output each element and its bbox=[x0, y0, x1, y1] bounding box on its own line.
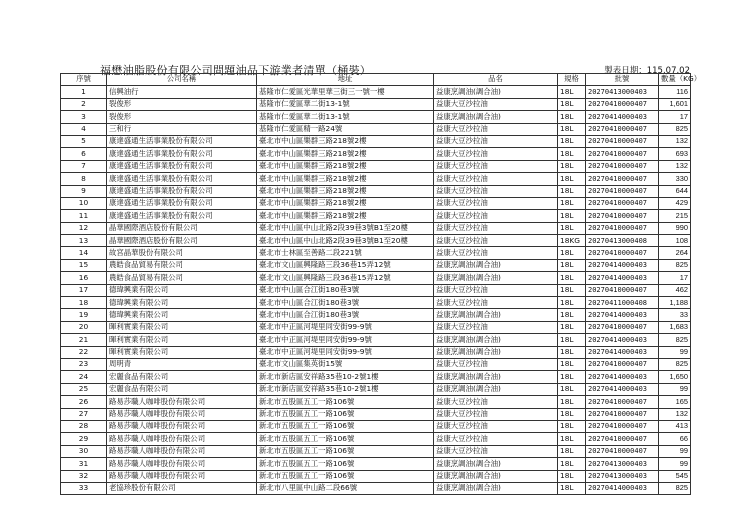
batch-number-cell: 20270410000407 bbox=[586, 247, 659, 259]
quantity-cell: 99 bbox=[659, 346, 691, 358]
product-name-cell: 益康大豆沙拉油 bbox=[434, 408, 558, 420]
quantity-cell: 99 bbox=[659, 458, 691, 470]
address-cell: 新北市五股區五工一路106號 bbox=[257, 420, 434, 432]
row-number: 32 bbox=[61, 470, 107, 482]
column-header-company: 公司名稱 bbox=[107, 74, 257, 86]
table-row bbox=[61, 259, 691, 271]
product-name-cell: 益康烹調油(調合油) bbox=[434, 259, 558, 271]
quantity-cell: 132 bbox=[659, 135, 691, 147]
table-row bbox=[61, 111, 691, 123]
table-body bbox=[61, 86, 691, 495]
spec-cell: 18L bbox=[558, 148, 586, 160]
spec-cell: 18L bbox=[558, 470, 586, 482]
quantity-cell: 132 bbox=[659, 408, 691, 420]
product-name-cell: 益康大豆沙拉油 bbox=[434, 445, 558, 457]
company-name-cell: 康達盛通生活事業股份有限公司 bbox=[107, 210, 257, 222]
row-number: 17 bbox=[61, 284, 107, 296]
quantity-cell: 1,601 bbox=[659, 98, 691, 110]
address-cell: 基隆市仁愛區精一路24號 bbox=[257, 123, 434, 135]
address-cell: 新北市新店區安祥路35巷10-2號1樓 bbox=[257, 371, 434, 383]
spec-cell: 18L bbox=[558, 371, 586, 383]
row-number: 6 bbox=[61, 148, 107, 160]
company-name-cell: 康達盛通生活事業股份有限公司 bbox=[107, 197, 257, 209]
product-name-cell: 益康大豆沙拉油 bbox=[434, 123, 558, 135]
address-cell: 新北市五股區五工一路106號 bbox=[257, 396, 434, 408]
batch-number-cell: 20270413000403 bbox=[586, 86, 659, 98]
quantity-cell: 264 bbox=[659, 247, 691, 259]
row-number: 18 bbox=[61, 297, 107, 309]
batch-number-cell: 20270411000408 bbox=[586, 297, 659, 309]
row-number: 10 bbox=[61, 197, 107, 209]
spec-cell: 18L bbox=[558, 173, 586, 185]
spec-cell: 18L bbox=[558, 160, 586, 172]
quantity-cell: 330 bbox=[659, 173, 691, 185]
product-name-cell: 益康大豆沙拉油 bbox=[434, 160, 558, 172]
address-cell: 基隆市仁愛區光華里華三街三一號一樓 bbox=[257, 86, 434, 98]
table-row bbox=[61, 470, 691, 482]
spec-cell: 18KG bbox=[558, 235, 586, 247]
product-name-cell: 益康烹調油(調合油) bbox=[434, 334, 558, 346]
address-cell: 臺北市中山區樂群三路218號2樓 bbox=[257, 197, 434, 209]
table-row bbox=[61, 309, 691, 321]
batch-number-cell: 20270410000407 bbox=[586, 98, 659, 110]
company-name-cell: 宏麗食品有限公司 bbox=[107, 371, 257, 383]
row-number: 23 bbox=[61, 358, 107, 370]
table-row bbox=[61, 383, 691, 395]
table-row bbox=[61, 235, 691, 247]
row-number: 29 bbox=[61, 433, 107, 445]
quantity-cell: 132 bbox=[659, 160, 691, 172]
table-row bbox=[61, 185, 691, 197]
company-name-cell: 路易莎職人咖啡股份有限公司 bbox=[107, 445, 257, 457]
company-name-cell: 晶華國際酒店股份有限公司 bbox=[107, 222, 257, 234]
company-name-cell: 暉利實業有限公司 bbox=[107, 321, 257, 333]
address-cell: 新北市五股區五工一路106號 bbox=[257, 458, 434, 470]
table-row bbox=[61, 371, 691, 383]
address-cell: 臺北市中山區樂群三路218號2樓 bbox=[257, 160, 434, 172]
spec-cell: 18L bbox=[558, 358, 586, 370]
product-name-cell: 益康烹調油(調合油) bbox=[434, 346, 558, 358]
row-number: 16 bbox=[61, 272, 107, 284]
company-name-cell: 路易莎職人咖啡股份有限公司 bbox=[107, 433, 257, 445]
company-name-cell: 晶華國際酒店股份有限公司 bbox=[107, 235, 257, 247]
column-header-batch: 批號 bbox=[586, 74, 659, 86]
table-row bbox=[61, 458, 691, 470]
row-number: 1 bbox=[61, 86, 107, 98]
batch-number-cell: 20270413000403 bbox=[586, 458, 659, 470]
spec-cell: 18L bbox=[558, 197, 586, 209]
product-name-cell: 益康烹調油(調合油) bbox=[434, 470, 558, 482]
quantity-cell: 825 bbox=[659, 358, 691, 370]
batch-number-cell: 20270414000403 bbox=[586, 111, 659, 123]
company-name-cell: 德瑋興業有限公司 bbox=[107, 297, 257, 309]
batch-number-cell: 20270410000407 bbox=[586, 358, 659, 370]
product-name-cell: 益康大豆沙拉油 bbox=[434, 173, 558, 185]
quantity-cell: 825 bbox=[659, 334, 691, 346]
table-row bbox=[61, 86, 691, 98]
row-number: 14 bbox=[61, 247, 107, 259]
row-number: 12 bbox=[61, 222, 107, 234]
row-number: 27 bbox=[61, 408, 107, 420]
table-row bbox=[61, 160, 691, 172]
row-number: 5 bbox=[61, 135, 107, 147]
quantity-cell: 429 bbox=[659, 197, 691, 209]
row-number: 28 bbox=[61, 420, 107, 432]
spec-cell: 18L bbox=[558, 284, 586, 296]
table-row bbox=[61, 297, 691, 309]
table-row bbox=[61, 272, 691, 284]
row-number: 4 bbox=[61, 123, 107, 135]
product-name-cell: 益康大豆沙拉油 bbox=[434, 185, 558, 197]
product-name-cell: 益康烹調油(調合油) bbox=[434, 482, 558, 494]
address-cell: 臺北市文山區集英街15號 bbox=[257, 358, 434, 370]
document-title: 福懋油脂股份有限公司問題油品下游業者清單（桶裝） bbox=[100, 64, 372, 77]
quantity-cell: 825 bbox=[659, 482, 691, 494]
address-cell: 新北市八里區中山路二段66號 bbox=[257, 482, 434, 494]
quantity-cell: 545 bbox=[659, 470, 691, 482]
address-cell: 臺北市中正區河堤里同安街99-9號 bbox=[257, 321, 434, 333]
table-row bbox=[61, 284, 691, 296]
column-header-address: 地址 bbox=[257, 74, 434, 86]
row-number: 21 bbox=[61, 334, 107, 346]
address-cell: 臺北市文山區興隆路三段36巷15弄12號 bbox=[257, 272, 434, 284]
row-number: 9 bbox=[61, 185, 107, 197]
batch-number-cell: 20270410000407 bbox=[586, 222, 659, 234]
address-cell: 臺北市中正區河堤里同安街99-9號 bbox=[257, 334, 434, 346]
address-cell: 新北市五股區五工一路106號 bbox=[257, 433, 434, 445]
batch-number-cell: 20270410000407 bbox=[586, 123, 659, 135]
address-cell: 臺北市中山區中山北路2段39巷3號B1至20樓 bbox=[257, 235, 434, 247]
table-row bbox=[61, 334, 691, 346]
address-cell: 臺北市中山區樂群三路218號2樓 bbox=[257, 135, 434, 147]
batch-number-cell: 20270410000407 bbox=[586, 433, 659, 445]
product-name-cell: 益康大豆沙拉油 bbox=[434, 98, 558, 110]
quantity-cell: 215 bbox=[659, 210, 691, 222]
product-name-cell: 益康大豆沙拉油 bbox=[434, 222, 558, 234]
row-number: 2 bbox=[61, 98, 107, 110]
spec-cell: 18L bbox=[558, 383, 586, 395]
quantity-cell: 825 bbox=[659, 259, 691, 271]
company-name-cell: 康達盛通生活事業股份有限公司 bbox=[107, 173, 257, 185]
company-name-cell: 老協珍股份有限公司 bbox=[107, 482, 257, 494]
column-header-qty: 數量（KG） bbox=[659, 74, 691, 86]
address-cell: 臺北市文山區興隆路三段36巷15弄12號 bbox=[257, 259, 434, 271]
company-name-cell: 暉利實業有限公司 bbox=[107, 334, 257, 346]
table-header-row bbox=[61, 74, 691, 86]
product-name-cell: 益康大豆沙拉油 bbox=[434, 235, 558, 247]
column-header-spec: 規格 bbox=[558, 74, 586, 86]
company-name-cell: 康達盛通生活事業股份有限公司 bbox=[107, 148, 257, 160]
spec-cell: 18L bbox=[558, 309, 586, 321]
company-name-cell: 路易莎職人咖啡股份有限公司 bbox=[107, 420, 257, 432]
product-name-cell: 益康烹調油(調合油) bbox=[434, 383, 558, 395]
batch-number-cell: 20270410000407 bbox=[586, 408, 659, 420]
quantity-cell: 644 bbox=[659, 185, 691, 197]
spec-cell: 18L bbox=[558, 98, 586, 110]
batch-number-cell: 20270414000403 bbox=[586, 346, 659, 358]
table-row bbox=[61, 396, 691, 408]
quantity-cell: 1,650 bbox=[659, 371, 691, 383]
table-row bbox=[61, 420, 691, 432]
batch-number-cell: 20270410000407 bbox=[586, 396, 659, 408]
spec-cell: 18L bbox=[558, 433, 586, 445]
address-cell: 臺北市中山區中山北路2段39巷3號B1至20樓 bbox=[257, 222, 434, 234]
company-name-cell: 裂俊形 bbox=[107, 111, 257, 123]
batch-number-cell: 20270410000407 bbox=[586, 148, 659, 160]
company-name-cell: 路易莎職人咖啡股份有限公司 bbox=[107, 396, 257, 408]
batch-number-cell: 20270414000403 bbox=[586, 383, 659, 395]
product-name-cell: 益康大豆沙拉油 bbox=[434, 197, 558, 209]
quantity-cell: 413 bbox=[659, 420, 691, 432]
company-name-cell: 路易莎職人咖啡股份有限公司 bbox=[107, 470, 257, 482]
table-row bbox=[61, 197, 691, 209]
batch-number-cell: 20270410000407 bbox=[586, 321, 659, 333]
row-number: 24 bbox=[61, 371, 107, 383]
spec-cell: 18L bbox=[558, 408, 586, 420]
row-number: 19 bbox=[61, 309, 107, 321]
company-name-cell: 康達盛通生活事業股份有限公司 bbox=[107, 160, 257, 172]
spec-cell: 18L bbox=[558, 272, 586, 284]
company-name-cell: 路易莎職人咖啡股份有限公司 bbox=[107, 458, 257, 470]
product-name-cell: 益康大豆沙拉油 bbox=[434, 210, 558, 222]
table-row bbox=[61, 445, 691, 457]
product-name-cell: 益康大豆沙拉油 bbox=[434, 284, 558, 296]
quantity-cell: 1,188 bbox=[659, 297, 691, 309]
address-cell: 臺北市中山區合江街180巷3號 bbox=[257, 297, 434, 309]
table-row bbox=[61, 135, 691, 147]
quantity-cell: 462 bbox=[659, 284, 691, 296]
table-row bbox=[61, 358, 691, 370]
company-name-cell: 農皓食品貿易有限公司 bbox=[107, 259, 257, 271]
table-row bbox=[61, 247, 691, 259]
product-name-cell: 益康大豆沙拉油 bbox=[434, 297, 558, 309]
spec-cell: 18L bbox=[558, 185, 586, 197]
table-row bbox=[61, 346, 691, 358]
batch-number-cell: 20270414000403 bbox=[586, 272, 659, 284]
table-row bbox=[61, 222, 691, 234]
address-cell: 新北市五股區五工一路106號 bbox=[257, 445, 434, 457]
row-number: 15 bbox=[61, 259, 107, 271]
address-cell: 臺北市中山區樂群三路218號2樓 bbox=[257, 210, 434, 222]
address-cell: 臺北市中正區河堤里同安街99-9號 bbox=[257, 346, 434, 358]
batch-number-cell: 20270410000407 bbox=[586, 197, 659, 209]
address-cell: 臺北市中山區合江街180巷3號 bbox=[257, 284, 434, 296]
document-page bbox=[60, 0, 702, 530]
quantity-cell: 108 bbox=[659, 235, 691, 247]
spec-cell: 18L bbox=[558, 111, 586, 123]
product-name-cell: 益康烹調油(調合油) bbox=[434, 458, 558, 470]
address-cell: 新北市新店區安祥路35巷10-2號1樓 bbox=[257, 383, 434, 395]
table-row bbox=[61, 210, 691, 222]
spec-cell: 18L bbox=[558, 346, 586, 358]
spec-cell: 18L bbox=[558, 458, 586, 470]
row-number: 8 bbox=[61, 173, 107, 185]
quantity-cell: 99 bbox=[659, 383, 691, 395]
batch-number-cell: 20270413000408 bbox=[586, 235, 659, 247]
product-name-cell: 益康大豆沙拉油 bbox=[434, 358, 558, 370]
address-cell: 臺北市中山區樂群三路218號2樓 bbox=[257, 185, 434, 197]
batch-number-cell: 20270414000403 bbox=[586, 259, 659, 271]
address-cell: 基隆市仁愛區華二街13-1號 bbox=[257, 98, 434, 110]
batch-number-cell: 20270414000403 bbox=[586, 371, 659, 383]
product-name-cell: 益康烹調油(調合油) bbox=[434, 371, 558, 383]
spec-cell: 18L bbox=[558, 222, 586, 234]
table-row bbox=[61, 433, 691, 445]
address-cell: 臺北市中山區合江街180巷3號 bbox=[257, 309, 434, 321]
company-name-cell: 宏麗食品有限公司 bbox=[107, 383, 257, 395]
quantity-cell: 17 bbox=[659, 272, 691, 284]
batch-number-cell: 20270413000403 bbox=[586, 470, 659, 482]
batch-number-cell: 20270410000407 bbox=[586, 210, 659, 222]
table-row bbox=[61, 148, 691, 160]
row-number: 13 bbox=[61, 235, 107, 247]
spec-cell: 18L bbox=[558, 86, 586, 98]
company-name-cell: 德瑋興業有限公司 bbox=[107, 309, 257, 321]
product-name-cell: 益康大豆沙拉油 bbox=[434, 420, 558, 432]
batch-number-cell: 20270414000403 bbox=[586, 309, 659, 321]
address-cell: 臺北市士林區至善路二段221號 bbox=[257, 247, 434, 259]
spec-cell: 18L bbox=[558, 247, 586, 259]
column-header-product: 品名 bbox=[434, 74, 558, 86]
batch-number-cell: 20270410000407 bbox=[586, 173, 659, 185]
row-number: 33 bbox=[61, 482, 107, 494]
quantity-cell: 116 bbox=[659, 86, 691, 98]
report-date: 製表日期：115.07.02 bbox=[604, 66, 690, 76]
batch-number-cell: 20270410000407 bbox=[586, 420, 659, 432]
row-number: 3 bbox=[61, 111, 107, 123]
quantity-cell: 17 bbox=[659, 111, 691, 123]
table-row bbox=[61, 408, 691, 420]
company-name-cell: 德瑋興業有限公司 bbox=[107, 284, 257, 296]
spec-cell: 18L bbox=[558, 321, 586, 333]
table-row bbox=[61, 482, 691, 494]
batch-number-cell: 20270410000407 bbox=[586, 135, 659, 147]
product-name-cell: 益康烹調油(調合油) bbox=[434, 272, 558, 284]
company-name-cell: 信興油行 bbox=[107, 86, 257, 98]
table-row bbox=[61, 321, 691, 333]
spec-cell: 18L bbox=[558, 135, 586, 147]
distributor-table bbox=[60, 73, 702, 495]
quantity-cell: 990 bbox=[659, 222, 691, 234]
product-name-cell: 益康烹調油(調合油) bbox=[434, 111, 558, 123]
company-name-cell: 康達盛通生活事業股份有限公司 bbox=[107, 135, 257, 147]
product-name-cell: 益康烹調油(調合油) bbox=[434, 86, 558, 98]
spec-cell: 18L bbox=[558, 445, 586, 457]
row-number: 22 bbox=[61, 346, 107, 358]
company-name-cell: 暉利實業有限公司 bbox=[107, 346, 257, 358]
row-number: 11 bbox=[61, 210, 107, 222]
product-name-cell: 益康大豆沙拉油 bbox=[434, 135, 558, 147]
spec-cell: 18L bbox=[558, 297, 586, 309]
address-cell: 新北市五股區五工一路106號 bbox=[257, 408, 434, 420]
row-number: 31 bbox=[61, 458, 107, 470]
address-cell: 新北市五股區五工一路106號 bbox=[257, 470, 434, 482]
company-name-cell: 三和行 bbox=[107, 123, 257, 135]
product-name-cell: 益康大豆沙拉油 bbox=[434, 247, 558, 259]
row-number: 30 bbox=[61, 445, 107, 457]
product-name-cell: 益康大豆沙拉油 bbox=[434, 396, 558, 408]
company-name-cell: 故宮晶華股份有限公司 bbox=[107, 247, 257, 259]
batch-number-cell: 20270410000407 bbox=[586, 445, 659, 457]
table-row bbox=[61, 98, 691, 110]
batch-number-cell: 20270414000403 bbox=[586, 334, 659, 346]
column-header-no: 序號 bbox=[61, 74, 107, 86]
spec-cell: 18L bbox=[558, 210, 586, 222]
quantity-cell: 66 bbox=[659, 433, 691, 445]
product-name-cell: 益康大豆沙拉油 bbox=[434, 148, 558, 160]
product-name-cell: 益康大豆沙拉油 bbox=[434, 433, 558, 445]
row-number: 25 bbox=[61, 383, 107, 395]
row-number: 7 bbox=[61, 160, 107, 172]
table-row bbox=[61, 123, 691, 135]
quantity-cell: 693 bbox=[659, 148, 691, 160]
batch-number-cell: 20270410000407 bbox=[586, 284, 659, 296]
company-name-cell: 裂俊形 bbox=[107, 98, 257, 110]
row-number: 20 bbox=[61, 321, 107, 333]
quantity-cell: 825 bbox=[659, 123, 691, 135]
quantity-cell: 99 bbox=[659, 445, 691, 457]
quantity-cell: 1,683 bbox=[659, 321, 691, 333]
company-name-cell: 農皓食品貿易有限公司 bbox=[107, 272, 257, 284]
company-name-cell: 周明青 bbox=[107, 358, 257, 370]
company-name-cell: 康達盛通生活事業股份有限公司 bbox=[107, 185, 257, 197]
spec-cell: 18L bbox=[558, 396, 586, 408]
quantity-cell: 33 bbox=[659, 309, 691, 321]
company-name-cell: 路易莎職人咖啡股份有限公司 bbox=[107, 408, 257, 420]
spec-cell: 18L bbox=[558, 482, 586, 494]
spec-cell: 18L bbox=[558, 334, 586, 346]
table-row bbox=[61, 173, 691, 185]
spec-cell: 18L bbox=[558, 259, 586, 271]
batch-number-cell: 20270410000407 bbox=[586, 160, 659, 172]
batch-number-cell: 20270414000403 bbox=[586, 482, 659, 494]
batch-number-cell: 20270410000407 bbox=[586, 185, 659, 197]
spec-cell: 18L bbox=[558, 123, 586, 135]
address-cell: 臺北市中山區樂群三路218號2樓 bbox=[257, 148, 434, 160]
address-cell: 基隆市仁愛區華二街13-1號 bbox=[257, 111, 434, 123]
address-cell: 臺北市中山區樂群三路218號2樓 bbox=[257, 173, 434, 185]
product-name-cell: 益康大豆沙拉油 bbox=[434, 321, 558, 333]
quantity-cell: 165 bbox=[659, 396, 691, 408]
product-name-cell: 益康烹調油(調合油) bbox=[434, 309, 558, 321]
row-number: 26 bbox=[61, 396, 107, 408]
spec-cell: 18L bbox=[558, 420, 586, 432]
